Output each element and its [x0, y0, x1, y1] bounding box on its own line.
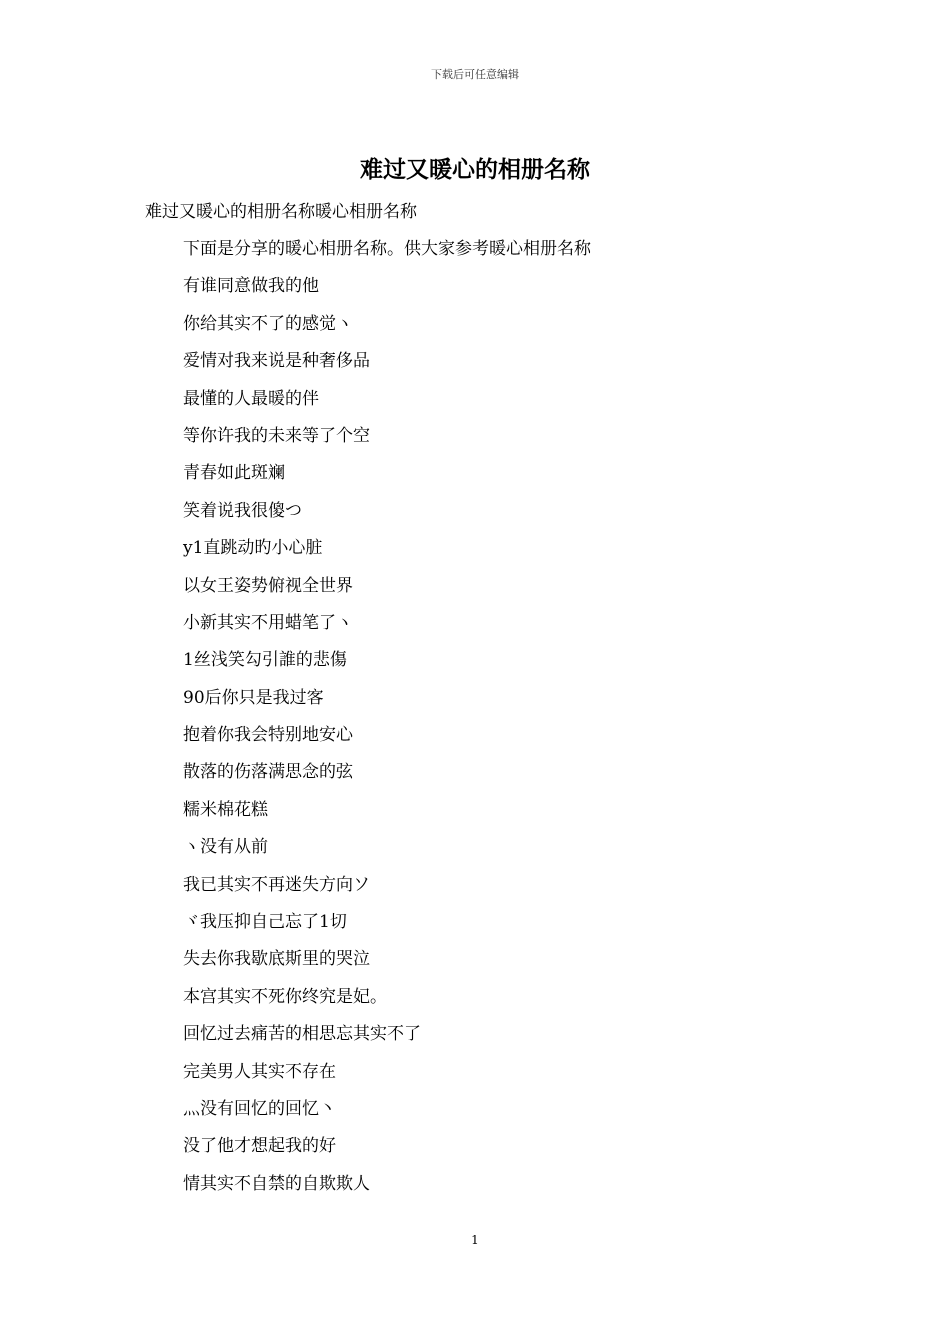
list-item: ヾ我压抑自己忘了1切 [183, 912, 347, 933]
page-header: 下载后可任意编辑 [431, 68, 519, 81]
list-item: 笑着说我很傻つ [183, 500, 302, 521]
list-item: 糯米棉花糕 [183, 799, 268, 820]
list-item: 回忆过去痛苦的相思忘其实不了 [183, 1024, 421, 1045]
list-item: 抱着你我会特别地安心 [183, 725, 353, 746]
list-item: 最懂的人最暖的伴 [183, 388, 319, 409]
list-item: 散落的伤落满思念的弦 [183, 762, 353, 783]
list-item: 等你许我的未来等了个空 [183, 425, 370, 446]
list-item: 没了他才想起我的好 [183, 1136, 336, 1157]
list-item: 下面是分享的暖心相册名称。供大家参考暖心相册名称 [183, 239, 591, 259]
list-item: 90后你只是我过客 [183, 687, 324, 708]
album-name-list [183, 236, 591, 1208]
list-item: 你给其实不了的感觉ヽ [183, 313, 353, 334]
list-item: y1直跳动旳小心脏 [183, 538, 323, 559]
list-item: 本宫其实不死你终究是妃。 [183, 986, 387, 1007]
list-item: 情其实不自禁的自欺欺人 [183, 1173, 370, 1194]
list-item: 有谁同意做我的他 [183, 276, 319, 297]
list-item: 我已其实不再迷失方向ソ [183, 874, 370, 895]
list-item: 以女王姿势俯视全世界 [183, 575, 353, 596]
list-item: 完美男人其实不存在 [183, 1061, 336, 1082]
list-item: 青春如此斑斓 [183, 463, 285, 484]
list-item: 失去你我歇底斯里的哭泣 [183, 949, 370, 970]
page-number: 1 [471, 1233, 479, 1247]
list-item: 小新其实不用蜡笔了ヽ [183, 612, 353, 633]
list-item: ヽ没有从前 [183, 837, 268, 858]
document-title: 难过又暖心的相册名称 [360, 156, 590, 183]
list-item: 灬没有回忆的回忆丶 [183, 1098, 336, 1119]
list-item: 1丝浅笑勾引誰的悲傷 [183, 650, 347, 671]
document-subtitle: 难过又暖心的相册名称暖心相册名称 [145, 202, 417, 222]
list-item: 爱情对我来说是种奢侈品 [183, 351, 370, 372]
